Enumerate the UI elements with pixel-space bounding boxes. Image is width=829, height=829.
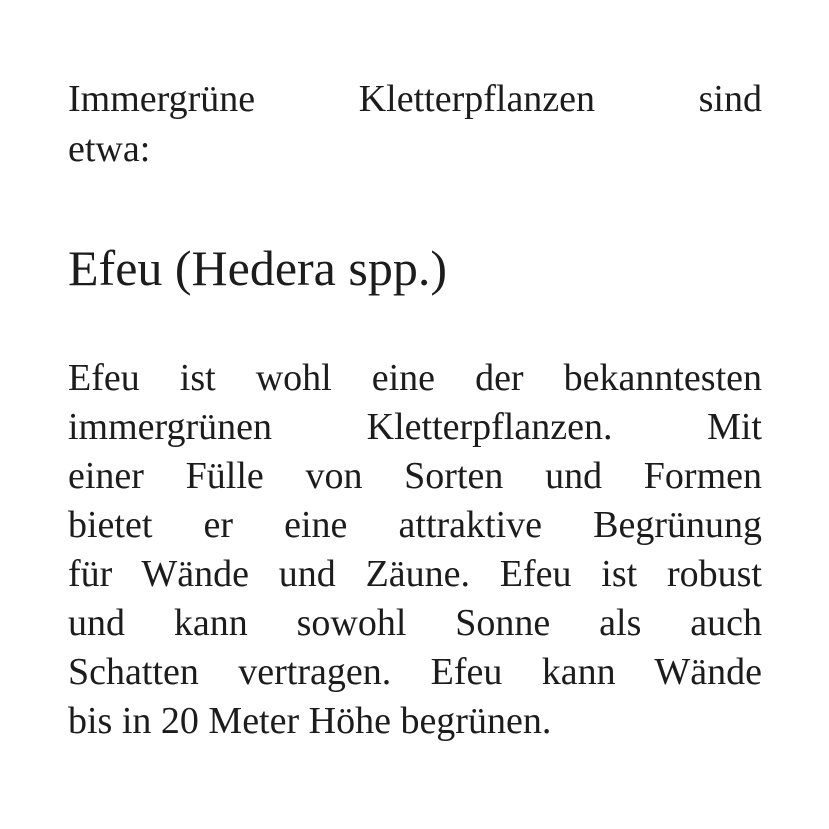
text-line: einer Fülle von Sorten und Formen [68, 455, 762, 497]
text-line: Efeu ist wohl eine der bekanntesten [68, 357, 762, 399]
text-line: und kann sowohl Sonne als auch [68, 602, 762, 644]
body-paragraph [68, 354, 762, 746]
text-line: für Wände und Zäune. Efeu ist robust [68, 553, 762, 595]
text-line: Immergrüne Kletterpflanzen sind [68, 78, 762, 120]
text-line: Schatten vertragen. Efeu kann Wände [68, 651, 762, 693]
text-line: etwa: [68, 128, 151, 170]
section-heading: Efeu (Hedera spp.) [68, 240, 447, 296]
intro-paragraph [68, 74, 762, 174]
text-line: immergrünen Kletterpflanzen. Mit [68, 406, 762, 448]
text-line: bis in 20 Meter Höhe begrünen. [68, 700, 552, 742]
text-line: bietet er eine attraktive Begrünung [68, 504, 762, 546]
